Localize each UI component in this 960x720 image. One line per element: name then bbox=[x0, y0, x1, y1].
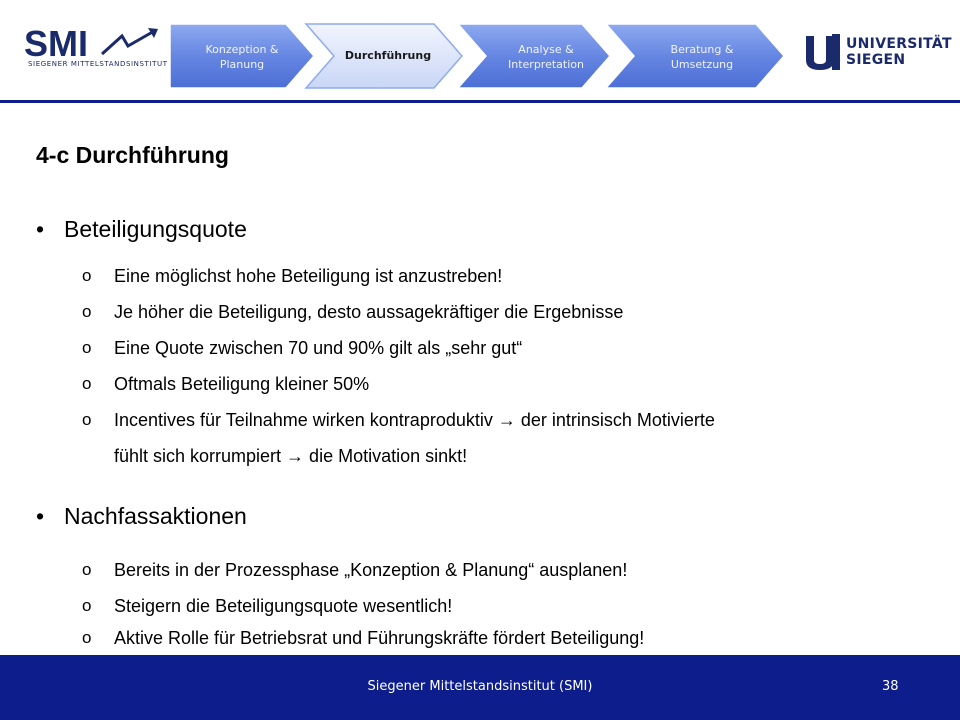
bullet-circle: o bbox=[82, 338, 92, 357]
slide-title: 4-c Durchführung bbox=[36, 142, 229, 168]
step-beratung-label: Beratung & Umsetzung bbox=[670, 43, 734, 71]
bullet-circle: o bbox=[82, 374, 92, 393]
section-heading-text: Nachfassaktionen bbox=[64, 503, 247, 529]
slide-header bbox=[0, 0, 960, 102]
page-number: 38 bbox=[882, 679, 899, 694]
list-item-text: Je höher die Beteiligung, desto aussagekräftiger die Ergebnisse bbox=[114, 302, 624, 322]
section-heading-nachfassaktionen bbox=[36, 503, 247, 530]
list-item-text: fühlt sich korrumpiert → die Motivation sinkt! bbox=[114, 446, 468, 466]
bullet-circle: o bbox=[82, 302, 92, 321]
university-name bbox=[846, 36, 952, 68]
bullet-circle: o bbox=[82, 410, 92, 429]
section-heading-text: Beteiligungsquote bbox=[64, 216, 247, 242]
list-item-text: Incentives für Teilnahme wirken kontraproduktiv → der intrinsisch Motivierte bbox=[114, 410, 715, 430]
list-item-text: Aktive Rolle für Betriebsrat und Führungskräfte fördert Beteiligung! bbox=[114, 628, 645, 648]
bullet-circle: o bbox=[82, 628, 92, 647]
footer-institute: Siegener Mittelstandsinstitut (SMI) bbox=[367, 679, 593, 694]
list-item-text: Eine möglichst hohe Beteiligung ist anzustreben! bbox=[114, 266, 503, 286]
section-heading-beteiligungsquote bbox=[36, 216, 247, 243]
bullet-circle: o bbox=[82, 560, 92, 579]
university-line-2: SIEGEN bbox=[846, 52, 906, 68]
process-steps bbox=[168, 20, 808, 90]
header-divider bbox=[0, 100, 960, 103]
step-konzeption-label: Konzeption & Planung bbox=[205, 43, 279, 71]
step-durchfuehrung-label: Durchführung bbox=[344, 49, 432, 62]
university-line-1: UNIVERSITÄT bbox=[846, 36, 952, 52]
step-analyse-label: Analyse & Interpretation bbox=[508, 43, 584, 71]
list-item-text: Oftmals Beteiligung kleiner 50% bbox=[114, 374, 370, 394]
bullet-circle: o bbox=[82, 596, 92, 615]
bullet-dot: • bbox=[36, 503, 45, 529]
bullet-circle: o bbox=[82, 266, 92, 285]
list-item-text: Bereits in der Prozessphase „Konzeption & Planung“ ausplanen! bbox=[114, 560, 628, 580]
list-item-text: Steigern die Beteiligungsquote wesentlich! bbox=[114, 596, 453, 616]
smi-subtitle: SIEGENER MITTELSTANDSINSTITUT bbox=[28, 60, 168, 68]
list-item-text: Eine Quote zwischen 70 und 90% gilt als „sehr gut“ bbox=[114, 338, 523, 358]
slide-footer bbox=[0, 655, 960, 720]
bullet-dot: • bbox=[36, 216, 45, 242]
svg-text:SMI: SMI bbox=[24, 24, 89, 64]
